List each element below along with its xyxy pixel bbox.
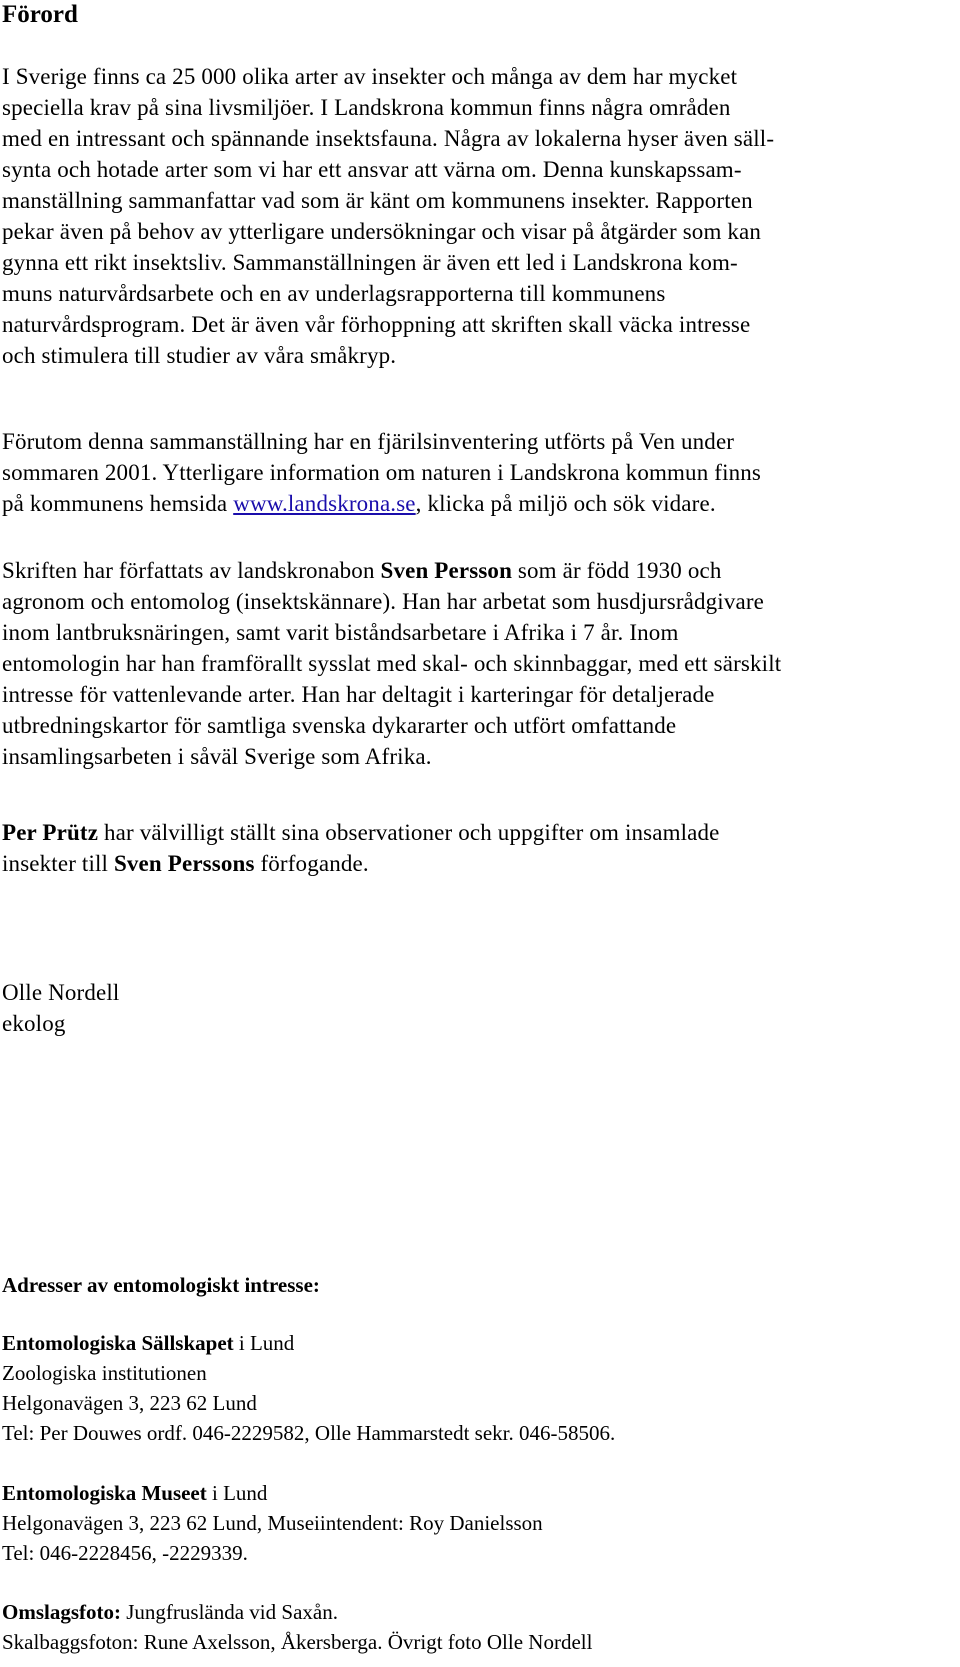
acknowledgement-paragraph bbox=[2, 817, 922, 879]
page-title: Förord bbox=[2, 1, 78, 28]
text-segment: insekter till bbox=[2, 851, 114, 876]
text-line bbox=[2, 817, 922, 848]
address-line: Zoologiska institutionen bbox=[2, 1361, 207, 1385]
text-line: inom lantbruksnäringen, samt varit biståndsarbetare i Afrika i 7 år. Inom bbox=[2, 620, 679, 645]
text-line: entomologin har han framförallt sysslat med skal- och skinnbaggar, med ett särskilt bbox=[2, 651, 782, 676]
butterfly-paragraph bbox=[2, 426, 922, 519]
text-line: muns naturvårdsarbete och en av underlagsrapporterna till kommunens bbox=[2, 281, 666, 306]
text-line: insamlingsarbeten i såväl Sverige som Afrika. bbox=[2, 744, 432, 769]
photo-credits bbox=[2, 1597, 922, 1657]
credit-line: Skalbaggsfoton: Rune Axelsson, Åkersberga. Övrigt foto Olle Nordell bbox=[2, 1630, 593, 1654]
landskrona-website-link[interactable]: www.landskrona.se bbox=[233, 491, 416, 516]
text-line: intresse för vattenlevande arter. Han har deltagit i karteringar för detaljerade bbox=[2, 682, 715, 707]
text-segment: i Lund bbox=[206, 1481, 268, 1505]
address-line: Tel: 046-2228456, -2229339. bbox=[2, 1541, 248, 1565]
author-name: Sven Perssons bbox=[113, 851, 255, 876]
text-line bbox=[2, 488, 922, 519]
cover-photo-label: Omslagsfoto: bbox=[2, 1600, 121, 1624]
text-line bbox=[2, 555, 927, 586]
text-segment: Skriften har författats av landskronabon bbox=[2, 558, 381, 583]
text-segment: har välvilligt ställt sina observationer och uppgifter om insamlade bbox=[98, 820, 720, 845]
credit-line bbox=[2, 1597, 922, 1627]
text-line: agronom och entomolog (insektskännare). Han har arbetat som husdjursrådgivare bbox=[2, 589, 765, 614]
signature-title: ekolog bbox=[2, 1011, 66, 1036]
text-line: och stimulera till studier av våra småkryp. bbox=[2, 343, 397, 368]
text-line: pekar även på behov av ytterligare undersökningar och visar på åtgärder som kan bbox=[2, 219, 762, 244]
text-segment: som är född 1930 och bbox=[512, 558, 722, 583]
text-line: naturvårdsprogram. Det är även vår förhoppning att skriften skall väcka intresse bbox=[2, 312, 751, 337]
text-segment: förfogande. bbox=[254, 851, 369, 876]
organization-name: Entomologiska Sällskapet bbox=[2, 1331, 234, 1355]
text-segment: i Lund bbox=[233, 1331, 295, 1355]
text-line: manställning sammanfattar vad som är känt om kommunens insekter. Rapporten bbox=[2, 188, 753, 213]
text-line bbox=[2, 848, 922, 879]
addresses-heading: Adresser av entomologiskt intresse: bbox=[2, 1273, 320, 1297]
text-line: med en intressant och spännande insektsfauna. Några av lokalerna hyser även säll- bbox=[2, 126, 775, 151]
text-segment: på kommunens hemsida bbox=[2, 491, 234, 516]
text-segment: Jungfrusländа vid Saxån. bbox=[121, 1600, 338, 1624]
text-line: Förutom denna sammanställning har en fjärilsinventering utförts på Ven under bbox=[2, 429, 735, 454]
text-segment: , klicka på miljö och sök vidare. bbox=[415, 491, 716, 516]
address-line: Tel: Per Douwes ordf. 046-2229582, Olle Hammarstedt sekr. 046-58506. bbox=[2, 1421, 616, 1445]
signature-block bbox=[2, 977, 402, 1039]
address-line bbox=[2, 1328, 922, 1358]
address-block-society bbox=[2, 1328, 922, 1448]
text-line: I Sverige finns ca 25 000 olika arter av insekter och många av dem har mycket bbox=[2, 64, 738, 89]
author-name: Sven Persson bbox=[380, 558, 513, 583]
author-paragraph bbox=[2, 555, 927, 772]
signature-name: Olle Nordell bbox=[2, 980, 120, 1005]
contributor-name: Per Prütz bbox=[2, 820, 99, 845]
text-line: speciella krav på sina livsmiljöer. I Landskrona kommun finns några områden bbox=[2, 95, 731, 120]
address-line: Helgonavägen 3, 223 62 Lund bbox=[2, 1391, 257, 1415]
organization-name: Entomologiska Museet bbox=[2, 1481, 207, 1505]
address-line: Helgonavägen 3, 223 62 Lund, Museiintendent: Roy Danielsson bbox=[2, 1511, 543, 1535]
text-line: sommaren 2001. Ytterligare information om naturen i Landskrona kommun finns bbox=[2, 460, 762, 485]
intro-paragraph bbox=[2, 61, 922, 371]
text-line: utbredningskartor för samtliga svenska dykararter och utfört omfattande bbox=[2, 713, 677, 738]
address-block-museum bbox=[2, 1478, 922, 1568]
text-line: gynna ett rikt insektsliv. Sammanställningen är även ett led i Landskrona kom- bbox=[2, 250, 738, 275]
text-line: synta och hotade arter som vi har ett ansvar att värna om. Denna kunskapssam- bbox=[2, 157, 742, 182]
address-line bbox=[2, 1478, 922, 1508]
